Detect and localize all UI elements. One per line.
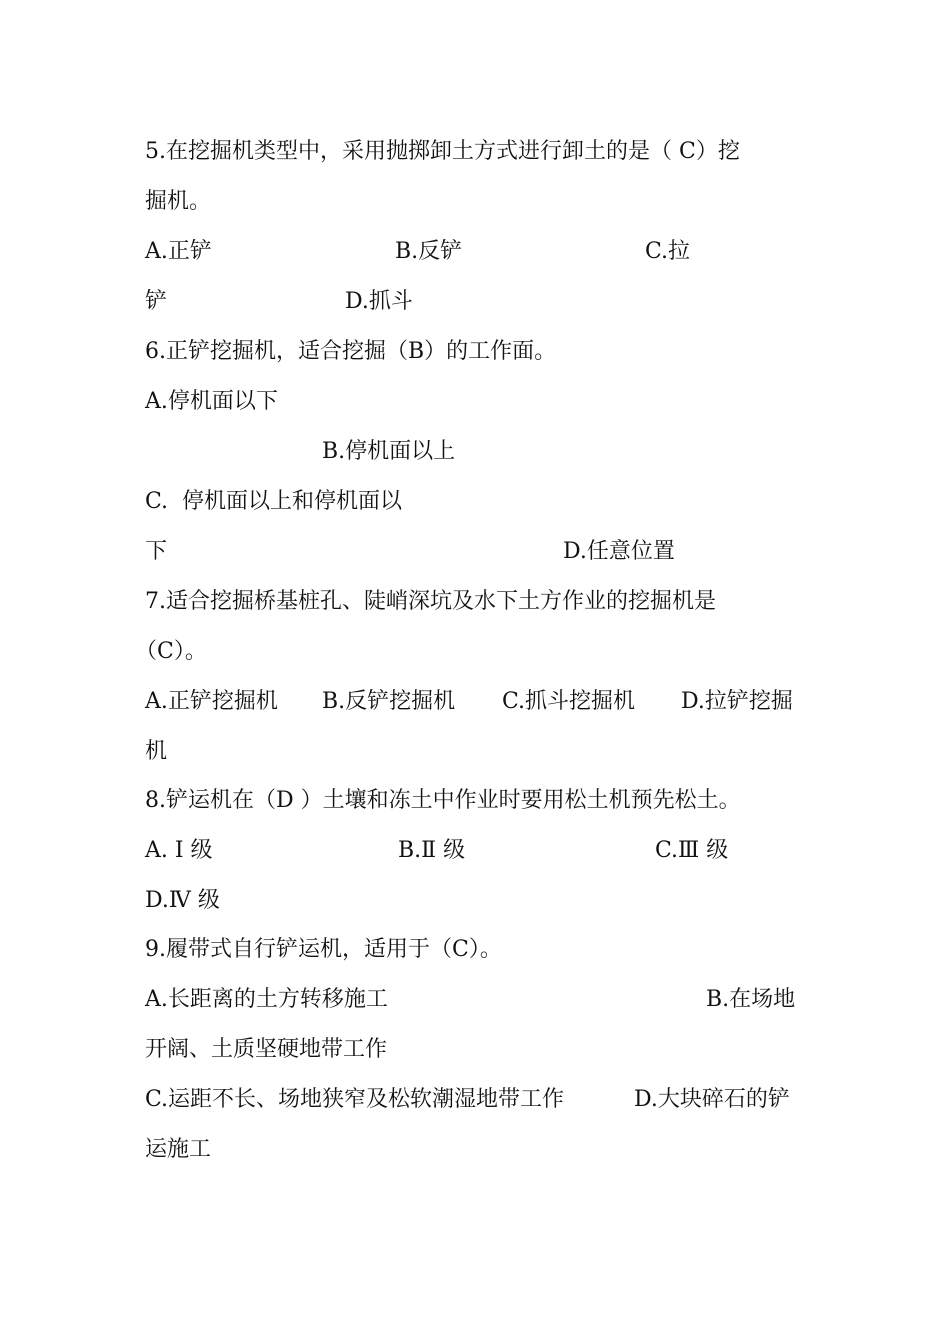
q9-option-b-part2: 开阔、土质坚硬地带工作: [145, 1037, 388, 1062]
q9-option-d-part2: 运施工: [145, 1137, 212, 1162]
q5-stem-line2: 掘机。: [145, 189, 212, 214]
q7-option-a: A.正铲挖掘机: [145, 689, 278, 714]
q5-option-c-part1: C.拉: [645, 239, 691, 264]
q5-stem-line1: 5.在挖掘机类型中，采用抛掷卸土方式进行卸土的是（ C）挖: [145, 139, 740, 164]
q5-option-a: A.正铲: [145, 239, 212, 264]
q6-option-c-part2: 下: [145, 539, 168, 564]
q7-option-c: C.抓斗挖掘机: [502, 689, 636, 714]
q6-option-c-part1: C. 停机面以上和停机面以: [145, 489, 403, 514]
q6-option-d: D.任意位置: [563, 539, 675, 564]
q6-option-a: A.停机面以下: [145, 389, 278, 414]
q8-option-a: A. Ⅰ 级: [145, 838, 213, 863]
q9-stem: 9.履带式自行铲运机，适用于（C）。: [145, 937, 502, 962]
q7-stem-line2: （C）。: [135, 639, 207, 664]
q8-stem: 8.铲运机在（D ）土壤和冻土中作业时要用松土机预先松土。: [145, 788, 741, 813]
q5-option-c-part2: 铲: [145, 289, 168, 314]
q6-stem: 6.正铲挖掘机，适合挖掘（B）的工作面。: [145, 339, 557, 364]
q8-option-d: D.Ⅳ 级: [145, 888, 220, 913]
q9-option-c: C.运距不长、场地狭窄及松软潮湿地带工作: [145, 1087, 565, 1112]
q7-stem-line1: 7.适合挖掘桥基桩孔、陡峭深坑及水下土方作业的挖掘机是: [145, 589, 716, 614]
q9-option-a: A.长距离的土方转移施工: [145, 987, 388, 1012]
q6-option-b: B.停机面以上: [322, 439, 456, 464]
q8-option-c: C.Ⅲ 级: [655, 838, 729, 863]
q5-option-b: B.反铲: [395, 239, 463, 264]
q7-option-d-part1: D.拉铲挖掘: [681, 689, 793, 714]
q9-option-b-part1: B.在场地: [706, 987, 796, 1012]
q7-option-d-part2: 机: [145, 739, 168, 764]
q9-option-d-part1: D.大块碎石的铲: [634, 1087, 790, 1112]
q7-option-b: B.反铲挖掘机: [322, 689, 456, 714]
q8-option-b: B.Ⅱ 级: [398, 838, 466, 863]
q5-option-d: D.抓斗: [345, 289, 413, 314]
